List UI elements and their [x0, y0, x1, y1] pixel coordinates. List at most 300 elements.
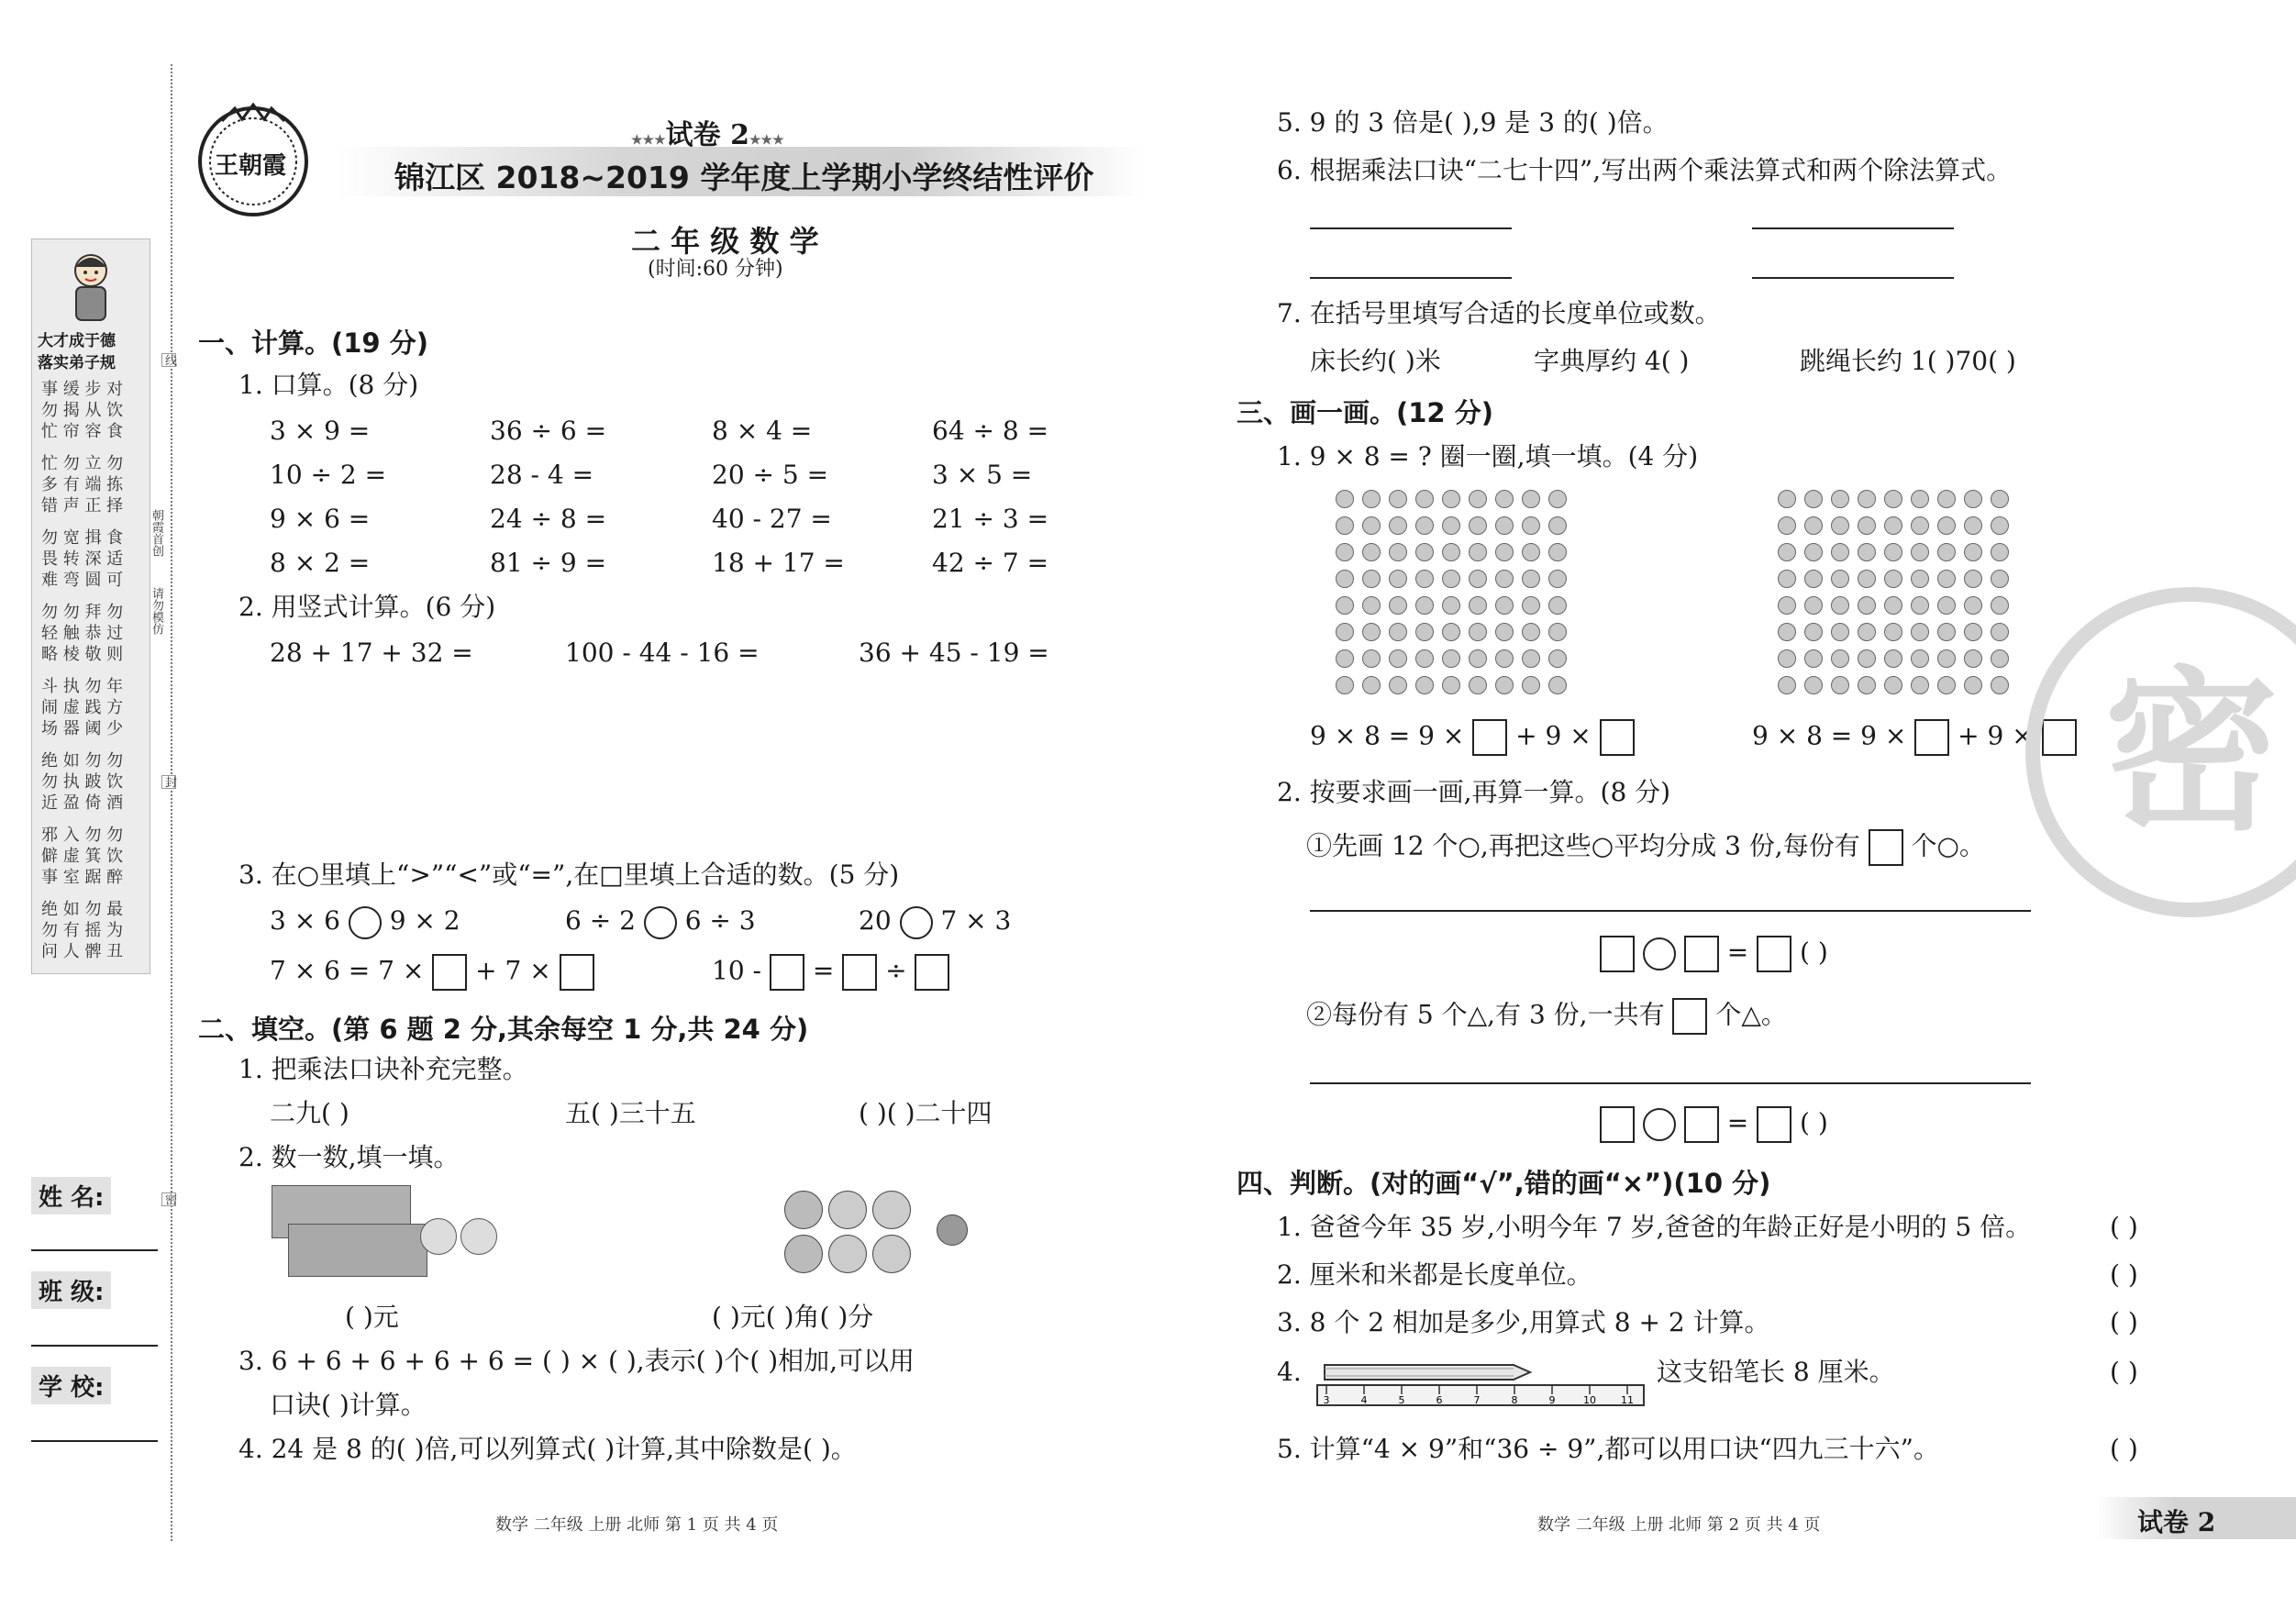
- compare-circle[interactable]: [644, 906, 677, 939]
- boy-illustration: [65, 249, 116, 324]
- dot: [1804, 490, 1823, 508]
- dot: [1991, 543, 2009, 561]
- dot: [1991, 570, 2009, 588]
- dot: [1495, 490, 1514, 508]
- rule-line: 闹 虚 践 方: [41, 698, 124, 717]
- judge-paren[interactable]: ( ): [2110, 1307, 2138, 1337]
- oral-item: 21 ÷ 3 =: [932, 504, 1049, 534]
- s2-q5: 5. 9 的 3 倍是( ),9 是 3 的( )倍。: [1277, 107, 1669, 138]
- rule-line: 僻 虚 箕 饮: [41, 847, 124, 866]
- dot: [1991, 596, 2009, 615]
- dot: [1522, 543, 1540, 561]
- ruler-tick-label: 11: [1621, 1394, 1634, 1406]
- rule-line: 勿 宽 揖 食: [41, 528, 124, 548]
- compare-right: 6 ÷ 3: [684, 905, 756, 936]
- rule-line: 事 室 踞 醉: [41, 868, 124, 887]
- rule-line: 忙 帘 容 食: [41, 422, 124, 441]
- drawing-line[interactable]: [1310, 1082, 2031, 1084]
- dot: [1389, 623, 1407, 641]
- fill-text: ÷: [885, 955, 907, 986]
- rule-line: 忙 勿 立 勿: [41, 454, 124, 473]
- rule-line: 略 棱 敬 则: [41, 645, 124, 664]
- dot: [1495, 570, 1514, 588]
- binding-word-brand: 朝霞首创: [150, 509, 163, 557]
- dot: [1495, 649, 1514, 668]
- sidebar-rules: [41, 379, 123, 962]
- fill-text: + 7 ×: [475, 955, 551, 986]
- dot: [1469, 490, 1487, 508]
- dot: [1442, 543, 1460, 561]
- s3-q2b-text: ②每份有 5 个△,有 3 份,一共有: [1306, 999, 1665, 1030]
- judge-paren[interactable]: ( ): [2110, 1357, 2138, 1387]
- rule-line: 难 弯 圆 可: [41, 571, 124, 590]
- answer-line[interactable]: [1752, 277, 1954, 279]
- s2-q7-item: 跳绳长约 1( )70( ): [1800, 346, 2016, 376]
- operator-circle[interactable]: [1643, 1108, 1676, 1141]
- dot: [1884, 596, 1902, 615]
- dot: [1937, 490, 1956, 508]
- dot: [1442, 490, 1460, 508]
- dot: [1362, 490, 1381, 508]
- dot: [1884, 649, 1902, 668]
- ruler-tick-label: 7: [1473, 1394, 1481, 1406]
- judge-item: 2. 厘米和米都是长度单位。: [1277, 1259, 1592, 1290]
- judge-item: 3. 8 个 2 相加是多少,用算式 8 + 2 计算。: [1277, 1307, 1770, 1337]
- eq-text: + 9 ×: [1958, 720, 2034, 751]
- dot: [1937, 516, 1956, 535]
- dot: [1884, 490, 1902, 508]
- dot: [1415, 490, 1434, 508]
- rule-line: 邪 入 勿 勿: [41, 826, 124, 845]
- s2-q7-item: 床长约( )米: [1310, 346, 1441, 376]
- answer-line[interactable]: [1310, 277, 1512, 279]
- dot: [1548, 596, 1567, 615]
- dot: [1964, 676, 1982, 694]
- fill-row: [712, 954, 949, 991]
- dot: [1831, 676, 1849, 694]
- answer-box[interactable]: [842, 954, 877, 991]
- dot: [1495, 596, 1514, 615]
- answer-box[interactable]: [1600, 719, 1635, 756]
- dot: [1911, 543, 1929, 561]
- answer-box[interactable]: [1757, 1106, 1791, 1143]
- dot: [1389, 570, 1407, 588]
- oral-item: 9 × 6 =: [270, 504, 371, 534]
- section1-heading: 一、计算。(19 分): [198, 327, 428, 359]
- s2-q2-right: ( )元( )角( )分: [712, 1302, 874, 1332]
- compare-row: [859, 904, 1011, 939]
- dot: [1884, 570, 1902, 588]
- dot: [1884, 623, 1902, 641]
- answer-box[interactable]: [1600, 936, 1635, 972]
- dot: [1778, 490, 1796, 508]
- dot: [1495, 516, 1514, 535]
- dot: [1831, 623, 1849, 641]
- dot: [1336, 596, 1354, 615]
- s3-q2b-tail: 个△。: [1715, 999, 1787, 1030]
- answer-box[interactable]: [1684, 1106, 1719, 1143]
- dot: [1495, 676, 1514, 694]
- eq-text: 9 × 8 = 9 ×: [1752, 720, 1907, 751]
- logo-badge: [194, 103, 312, 220]
- answer-box[interactable]: [1472, 719, 1507, 756]
- dot: [1964, 570, 1982, 588]
- dot: [1522, 516, 1540, 535]
- binding-line: [171, 64, 172, 1541]
- rule-line: 场 器 阈 少: [41, 719, 124, 738]
- dot: [1548, 676, 1567, 694]
- dot: [1362, 516, 1381, 535]
- section3-heading: 三、画一画。(12 分): [1237, 397, 1493, 428]
- dot: [1548, 623, 1567, 641]
- rule-line: 事 缓 步 对: [41, 380, 124, 399]
- dot: [1858, 596, 1876, 615]
- rule-line: 错 声 正 择: [41, 496, 124, 516]
- s2-q7-title: 7. 在括号里填写合适的长度单位或数。: [1277, 298, 1721, 328]
- fill-text: =: [812, 955, 835, 986]
- dot: [1911, 623, 1929, 641]
- oral-item: 3 × 5 =: [932, 460, 1033, 490]
- dot: [1336, 623, 1354, 641]
- s2-q4: 4. 24 是 8 的( )倍,可以列算式( )计算,其中除数是( )。: [238, 1434, 857, 1464]
- dot: [1522, 490, 1540, 508]
- vertical-item: 100 - 44 - 16 =: [565, 638, 760, 668]
- dot: [1778, 623, 1796, 641]
- dot: [1991, 623, 2009, 641]
- rule-line: 畏 转 深 适: [41, 549, 124, 569]
- dot: [1336, 676, 1354, 694]
- rule-line: 斗 执 勿 年: [41, 677, 124, 696]
- answer-box[interactable]: [1757, 936, 1791, 972]
- class-line[interactable]: [31, 1345, 158, 1347]
- dot: [1831, 543, 1849, 561]
- compare-circle[interactable]: [900, 906, 933, 939]
- q1-title: 1. 口算。(8 分): [238, 370, 419, 400]
- ruler-tick-label: 8: [1511, 1394, 1518, 1406]
- dot: [1442, 649, 1460, 668]
- dot: [1469, 676, 1487, 694]
- s2-q1-title: 1. 把乘法口诀补充完整。: [238, 1054, 528, 1084]
- dot: [1991, 676, 2009, 694]
- dot: [1804, 543, 1823, 561]
- sidebar-motto-1: 大才成于德: [38, 332, 116, 350]
- answer-box[interactable]: [770, 954, 804, 991]
- compare-right: 9 × 2: [389, 905, 460, 936]
- dot: [1778, 676, 1796, 694]
- dot: [1778, 596, 1796, 615]
- footer-left: 数学 二年级 上册 北师 第 1 页 共 4 页: [495, 1515, 779, 1535]
- binding-word-secret: 密: [162, 1193, 176, 1205]
- oral-item: 24 ÷ 8 =: [490, 504, 607, 534]
- dot: [1964, 516, 1982, 535]
- s3-q2b-equation: = ( ): [1600, 1106, 1828, 1143]
- dot: [1804, 623, 1823, 641]
- dot: [1548, 490, 1567, 508]
- dot: [1778, 543, 1796, 561]
- judge-paren[interactable]: ( ): [2110, 1212, 2138, 1242]
- dot: [1911, 649, 1929, 668]
- dot: [1911, 490, 1929, 508]
- dot: [1415, 516, 1434, 535]
- dot: [1884, 676, 1902, 694]
- dot: [1858, 649, 1876, 668]
- dot: [1389, 596, 1407, 615]
- dot: [1522, 623, 1540, 641]
- exam-title: 锦江区 2018~2019 学年度上学期小学终结性评价: [394, 160, 1094, 195]
- compare-left: 6 ÷ 2: [565, 905, 636, 936]
- dot: [1469, 516, 1487, 535]
- judge-item: 1. 爸爸今年 35 岁,小明今年 7 岁,爸爸的年龄正好是小明的 5 倍。: [1277, 1212, 2032, 1242]
- dot: [1522, 570, 1540, 588]
- answer-box[interactable]: [432, 954, 467, 991]
- dot: [1336, 649, 1354, 668]
- exam-subject: 二 年 级 数 学: [631, 224, 819, 259]
- compare-left: 20: [859, 905, 892, 936]
- dot: [1804, 516, 1823, 535]
- dot: [1778, 516, 1796, 535]
- dot: [1336, 570, 1354, 588]
- answer-box[interactable]: [1600, 1106, 1635, 1143]
- dot: [1495, 623, 1514, 641]
- confidential-stamp: [2025, 587, 2296, 917]
- dot: [1469, 623, 1487, 641]
- footer-right: 数学 二年级 上册 北师 第 2 页 共 4 页: [1537, 1515, 1821, 1535]
- stamp-character: 密: [2104, 649, 2279, 854]
- dot: [1831, 490, 1849, 508]
- dot: [1442, 570, 1460, 588]
- judge-item: 4.: [1277, 1357, 1302, 1387]
- class-label: 班 级:: [31, 1271, 111, 1309]
- dot: [1831, 570, 1849, 588]
- dot: [1858, 490, 1876, 508]
- oral-item: 81 ÷ 9 =: [490, 548, 607, 578]
- dot: [1389, 490, 1407, 508]
- rule-line: 勿 勿 拜 勿: [41, 603, 124, 622]
- dot: [1548, 649, 1567, 668]
- judge-q4-text: 这支铅笔长 8 厘米。: [1657, 1357, 1895, 1387]
- ruler-tick-label: 9: [1548, 1394, 1556, 1406]
- dot: [1522, 649, 1540, 668]
- name-line[interactable]: [31, 1249, 158, 1251]
- dot: [1911, 570, 1929, 588]
- fill-text: 7 × 6 = 7 ×: [270, 955, 425, 986]
- dot: [1991, 490, 2009, 508]
- q2-title: 2. 用竖式计算。(6 分): [238, 592, 496, 622]
- dot: [1522, 676, 1540, 694]
- dot: [1469, 596, 1487, 615]
- answer-box[interactable]: [1914, 719, 1949, 756]
- oral-item: 8 × 2 =: [270, 548, 371, 578]
- sidebar-motto-2: 落实弟子规: [38, 354, 116, 372]
- compare-right: 7 × 3: [940, 905, 1012, 936]
- oral-item: 40 - 27 =: [712, 504, 832, 534]
- dot: [1964, 543, 1982, 561]
- oral-item: 42 ÷ 7 =: [932, 548, 1049, 578]
- answer-line[interactable]: [1752, 227, 1954, 229]
- dot: [1469, 570, 1487, 588]
- dot: [1548, 543, 1567, 561]
- s2-q6: 6. 根据乘法口诀“二七十四”,写出两个乘法算式和两个除法算式。: [1277, 155, 2013, 185]
- vertical-item: 36 + 45 - 19 =: [859, 638, 1049, 668]
- dot: [1858, 676, 1876, 694]
- school-label: 学 校:: [31, 1367, 111, 1404]
- dot: [1858, 623, 1876, 641]
- oral-item: 20 ÷ 5 =: [712, 460, 829, 490]
- dot: [1442, 623, 1460, 641]
- s2-q2-title: 2. 数一数,填一填。: [238, 1142, 460, 1172]
- fill-row: [270, 954, 594, 991]
- dot: [1804, 649, 1823, 668]
- s3-q2a-equation: = ( ): [1600, 936, 1828, 972]
- ruler-tick-label: 10: [1583, 1394, 1596, 1406]
- exam-tag-text: 试卷 2: [665, 119, 749, 151]
- binding-word-seal: 封: [162, 776, 176, 788]
- rule-line: 勿 执 跛 饮: [41, 772, 124, 792]
- dot: [1415, 570, 1434, 588]
- dot: [1362, 543, 1381, 561]
- dot: [1778, 649, 1796, 668]
- q3-title: 3. 在○里填上“>”“<”或“=”,在□里填上合适的数。(5 分): [238, 859, 900, 890]
- dot: [1389, 516, 1407, 535]
- s2-q2-left: ( )元: [345, 1302, 399, 1332]
- eq-text: + 9 ×: [1515, 720, 1592, 751]
- dot: [1884, 543, 1902, 561]
- dot: [1415, 596, 1434, 615]
- binding-word-notice: 请勿模仿: [150, 587, 163, 635]
- rule-line: 轻 触 恭 过: [41, 624, 124, 643]
- dot: [1415, 543, 1434, 561]
- dot: [1831, 596, 1849, 615]
- dot: [1469, 543, 1487, 561]
- eq-text: 9 × 8 = 9 ×: [1310, 720, 1465, 751]
- compare-row: [270, 904, 460, 939]
- dot: [1804, 596, 1823, 615]
- s2-q1-item: ( )( )二十四: [859, 1098, 993, 1128]
- s2-q7-item: 字典厚约 4( ): [1534, 346, 1690, 376]
- footer-tag: 试卷 2: [2137, 1507, 2216, 1537]
- dot: [1362, 676, 1381, 694]
- oral-item: 18 + 17 =: [712, 548, 845, 578]
- dot: [1911, 596, 1929, 615]
- logo-text: 王朝霞: [215, 152, 287, 180]
- dot: [1442, 596, 1460, 615]
- dot: [1991, 516, 2009, 535]
- unit-paren: ( ): [1800, 937, 1828, 968]
- pencil-ruler-image: [1314, 1352, 1649, 1416]
- dot: [1991, 649, 2009, 668]
- dot: [1415, 676, 1434, 694]
- dot: [1911, 516, 1929, 535]
- dot: [1831, 516, 1849, 535]
- s3-q2b: [1306, 998, 1787, 1035]
- answer-box[interactable]: [1684, 936, 1719, 972]
- name-label: 姓 名:: [31, 1177, 111, 1214]
- dot: [1804, 570, 1823, 588]
- dot: [1389, 676, 1407, 694]
- unit-paren: ( ): [1800, 1107, 1828, 1138]
- s3-q2a: [1306, 829, 1985, 866]
- s3-q2a-tail: 个○。: [1911, 830, 1985, 861]
- fill-text: 10 -: [712, 955, 761, 986]
- judge-paren[interactable]: ( ): [2110, 1259, 2138, 1290]
- rule-line: 近 盈 倚 酒: [41, 793, 124, 813]
- exam-tag: ★★★试卷 2★★★: [631, 119, 784, 151]
- dot-grid-right[interactable]: [1778, 490, 2011, 696]
- dot: [1362, 623, 1381, 641]
- s3-q1-title: 1. 9 × 8 = ? 圈一圈,填一填。(4 分): [1277, 441, 1699, 471]
- s2-q1-item: 二九( ): [270, 1098, 349, 1128]
- answer-box[interactable]: [915, 954, 949, 991]
- dot: [1884, 516, 1902, 535]
- dot: [1778, 570, 1796, 588]
- answer-box[interactable]: [1672, 998, 1707, 1035]
- dot: [1336, 490, 1354, 508]
- answer-box[interactable]: [1869, 829, 1903, 866]
- judge-paren[interactable]: ( ): [2110, 1434, 2138, 1464]
- dot: [1336, 543, 1354, 561]
- dot: [1964, 649, 1982, 668]
- school-line[interactable]: [31, 1440, 158, 1442]
- dot: [1937, 676, 1956, 694]
- dot: [1389, 543, 1407, 561]
- dot: [1858, 543, 1876, 561]
- s3-q2a-text: ①先画 12 个○,再把这些○平均分成 3 份,每份有: [1306, 830, 1860, 861]
- exam-time: (时间:60 分钟): [648, 258, 783, 281]
- vertical-item: 28 + 17 + 32 =: [270, 638, 473, 668]
- rule-line: 勿 揭 从 饮: [41, 401, 124, 420]
- oral-item: 64 ÷ 8 =: [932, 416, 1049, 446]
- dot: [1911, 676, 1929, 694]
- binding-word-line: 线: [162, 354, 176, 366]
- dot: [1964, 623, 1982, 641]
- answer-box[interactable]: [560, 954, 594, 991]
- dot: [1831, 649, 1849, 668]
- dot: [1858, 570, 1876, 588]
- s3-q2-title: 2. 按要求画一画,再算一算。(8 分): [1277, 777, 1671, 807]
- s2-q3-line2: 口诀( )计算。: [270, 1390, 427, 1420]
- dot: [1362, 570, 1381, 588]
- dot: [1442, 676, 1460, 694]
- dot: [1964, 490, 1982, 508]
- s2-q1-item: 五( )三十五: [565, 1098, 696, 1128]
- dot: [1442, 516, 1460, 535]
- dot: [1964, 596, 1982, 615]
- dot: [1389, 649, 1407, 668]
- compare-left: 3 × 6: [270, 905, 340, 936]
- rule-line: 勿 有 摇 为: [41, 921, 124, 940]
- answer-line[interactable]: [1310, 227, 1512, 229]
- dot: [1336, 516, 1354, 535]
- eq-row-left: [1310, 719, 1635, 756]
- dot: [1362, 596, 1381, 615]
- oral-item: 3 × 9 =: [270, 416, 371, 446]
- dot: [1937, 623, 1956, 641]
- rule-line: 问 人 髀 丑: [41, 942, 124, 961]
- dot: [1937, 570, 1956, 588]
- section2-heading: 二、填空。(第 6 题 2 分,其余每空 1 分,共 24 分): [198, 1014, 809, 1045]
- dot: [1522, 596, 1540, 615]
- dot: [1937, 596, 1956, 615]
- compare-circle[interactable]: [349, 906, 382, 939]
- drawing-line[interactable]: [1310, 910, 2031, 912]
- operator-circle[interactable]: [1643, 937, 1676, 970]
- dot-grid-left[interactable]: [1336, 490, 1569, 696]
- oral-item: 10 ÷ 2 =: [270, 460, 387, 490]
- ruler-tick-label: 6: [1436, 1394, 1443, 1406]
- oral-item: 36 ÷ 6 =: [490, 416, 607, 446]
- ruler-tick-label: 4: [1360, 1394, 1368, 1406]
- rule-line: 多 有 端 拣: [41, 475, 124, 494]
